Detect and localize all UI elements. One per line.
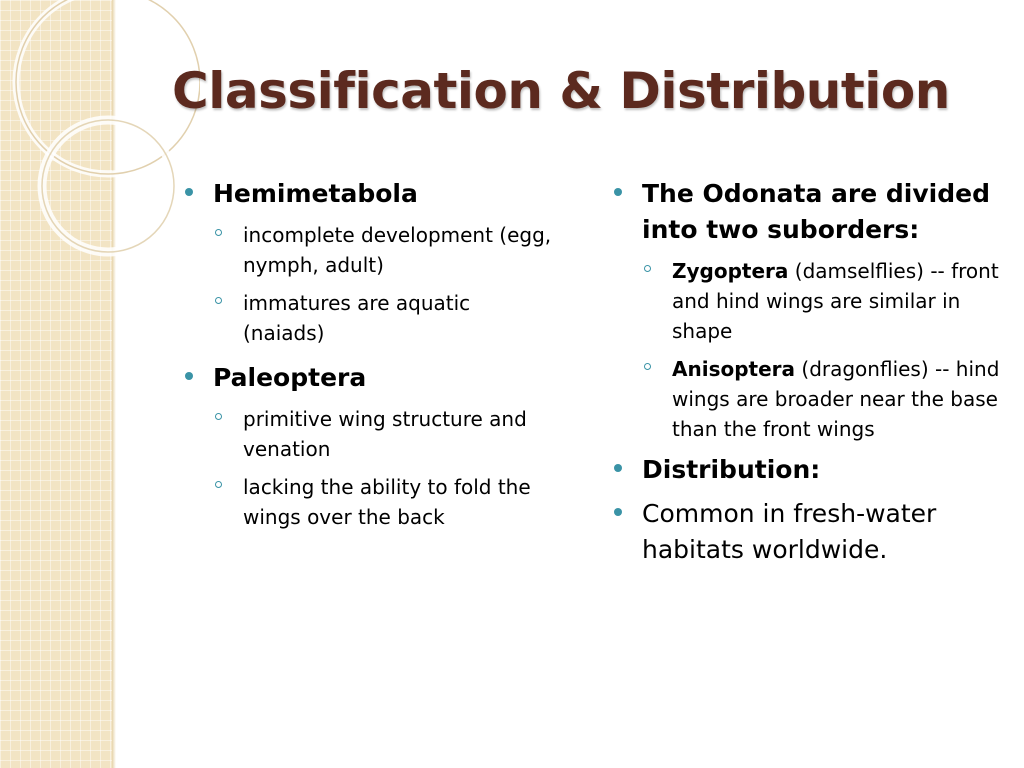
suborder-description: (dragonflies) -- hind wings are broader near the base than the front wings (672, 357, 1000, 441)
sub-bullet-anisoptera (642, 354, 1002, 444)
sub-bullet (213, 472, 553, 532)
bullet-heading: Hemimetabola (213, 179, 418, 208)
right-column (612, 176, 1002, 568)
sub-bullet-text (672, 256, 1002, 346)
bullet-paleoptera (183, 360, 553, 532)
bullet-odonata-suborders (612, 176, 1002, 444)
bullet-heading: The Odonata are divided into two suborders: (642, 179, 990, 244)
bullet-dot-icon (614, 464, 622, 472)
ring-bullet-icon (215, 481, 222, 488)
bullet-heading: Distribution: (642, 455, 821, 484)
sub-bullet-text (672, 354, 1002, 444)
sub-bullet-text: primitive wing structure and venation (243, 407, 527, 461)
bullet-body: Common in fresh-water habitats worldwide. (642, 499, 937, 564)
ring-bullet-icon (215, 413, 222, 420)
bullet-hemimetabola (183, 176, 553, 348)
bullet-distribution-text (612, 496, 1002, 568)
suborder-description: (damselflies) -- front and hind wings are similar in shape (672, 259, 999, 343)
slide-title: Classification & Distribution (172, 62, 950, 120)
sub-bullet-text: incomplete development (egg, nymph, adult) (243, 223, 552, 277)
sub-bullet-zygoptera (642, 256, 1002, 346)
bullet-dot-icon (614, 508, 622, 516)
bullet-distribution (612, 452, 1002, 488)
bullet-dot-icon (614, 188, 622, 196)
spacer (612, 444, 1002, 452)
bullet-dot-icon (185, 188, 193, 196)
decorative-rings (0, 0, 200, 260)
ring-bullet-icon (644, 363, 651, 370)
ring-bullet-icon (215, 297, 222, 304)
ring-bullet-icon (644, 265, 651, 272)
bullet-dot-icon (185, 372, 193, 380)
sub-bullet (213, 220, 553, 280)
sub-bullet-text: immatures are aquatic (naiads) (243, 291, 471, 345)
suborder-name: Anisoptera (672, 357, 796, 381)
sub-bullet (213, 404, 553, 464)
ring-bullet-icon (215, 229, 222, 236)
spacer (612, 488, 1002, 496)
bullet-heading: Paleoptera (213, 363, 367, 392)
spacer (183, 348, 553, 360)
sub-bullet-text: lacking the ability to fold the wings over the back (243, 475, 531, 529)
sub-bullet (213, 288, 553, 348)
suborder-name: Zygoptera (672, 259, 789, 283)
left-column (183, 176, 553, 532)
